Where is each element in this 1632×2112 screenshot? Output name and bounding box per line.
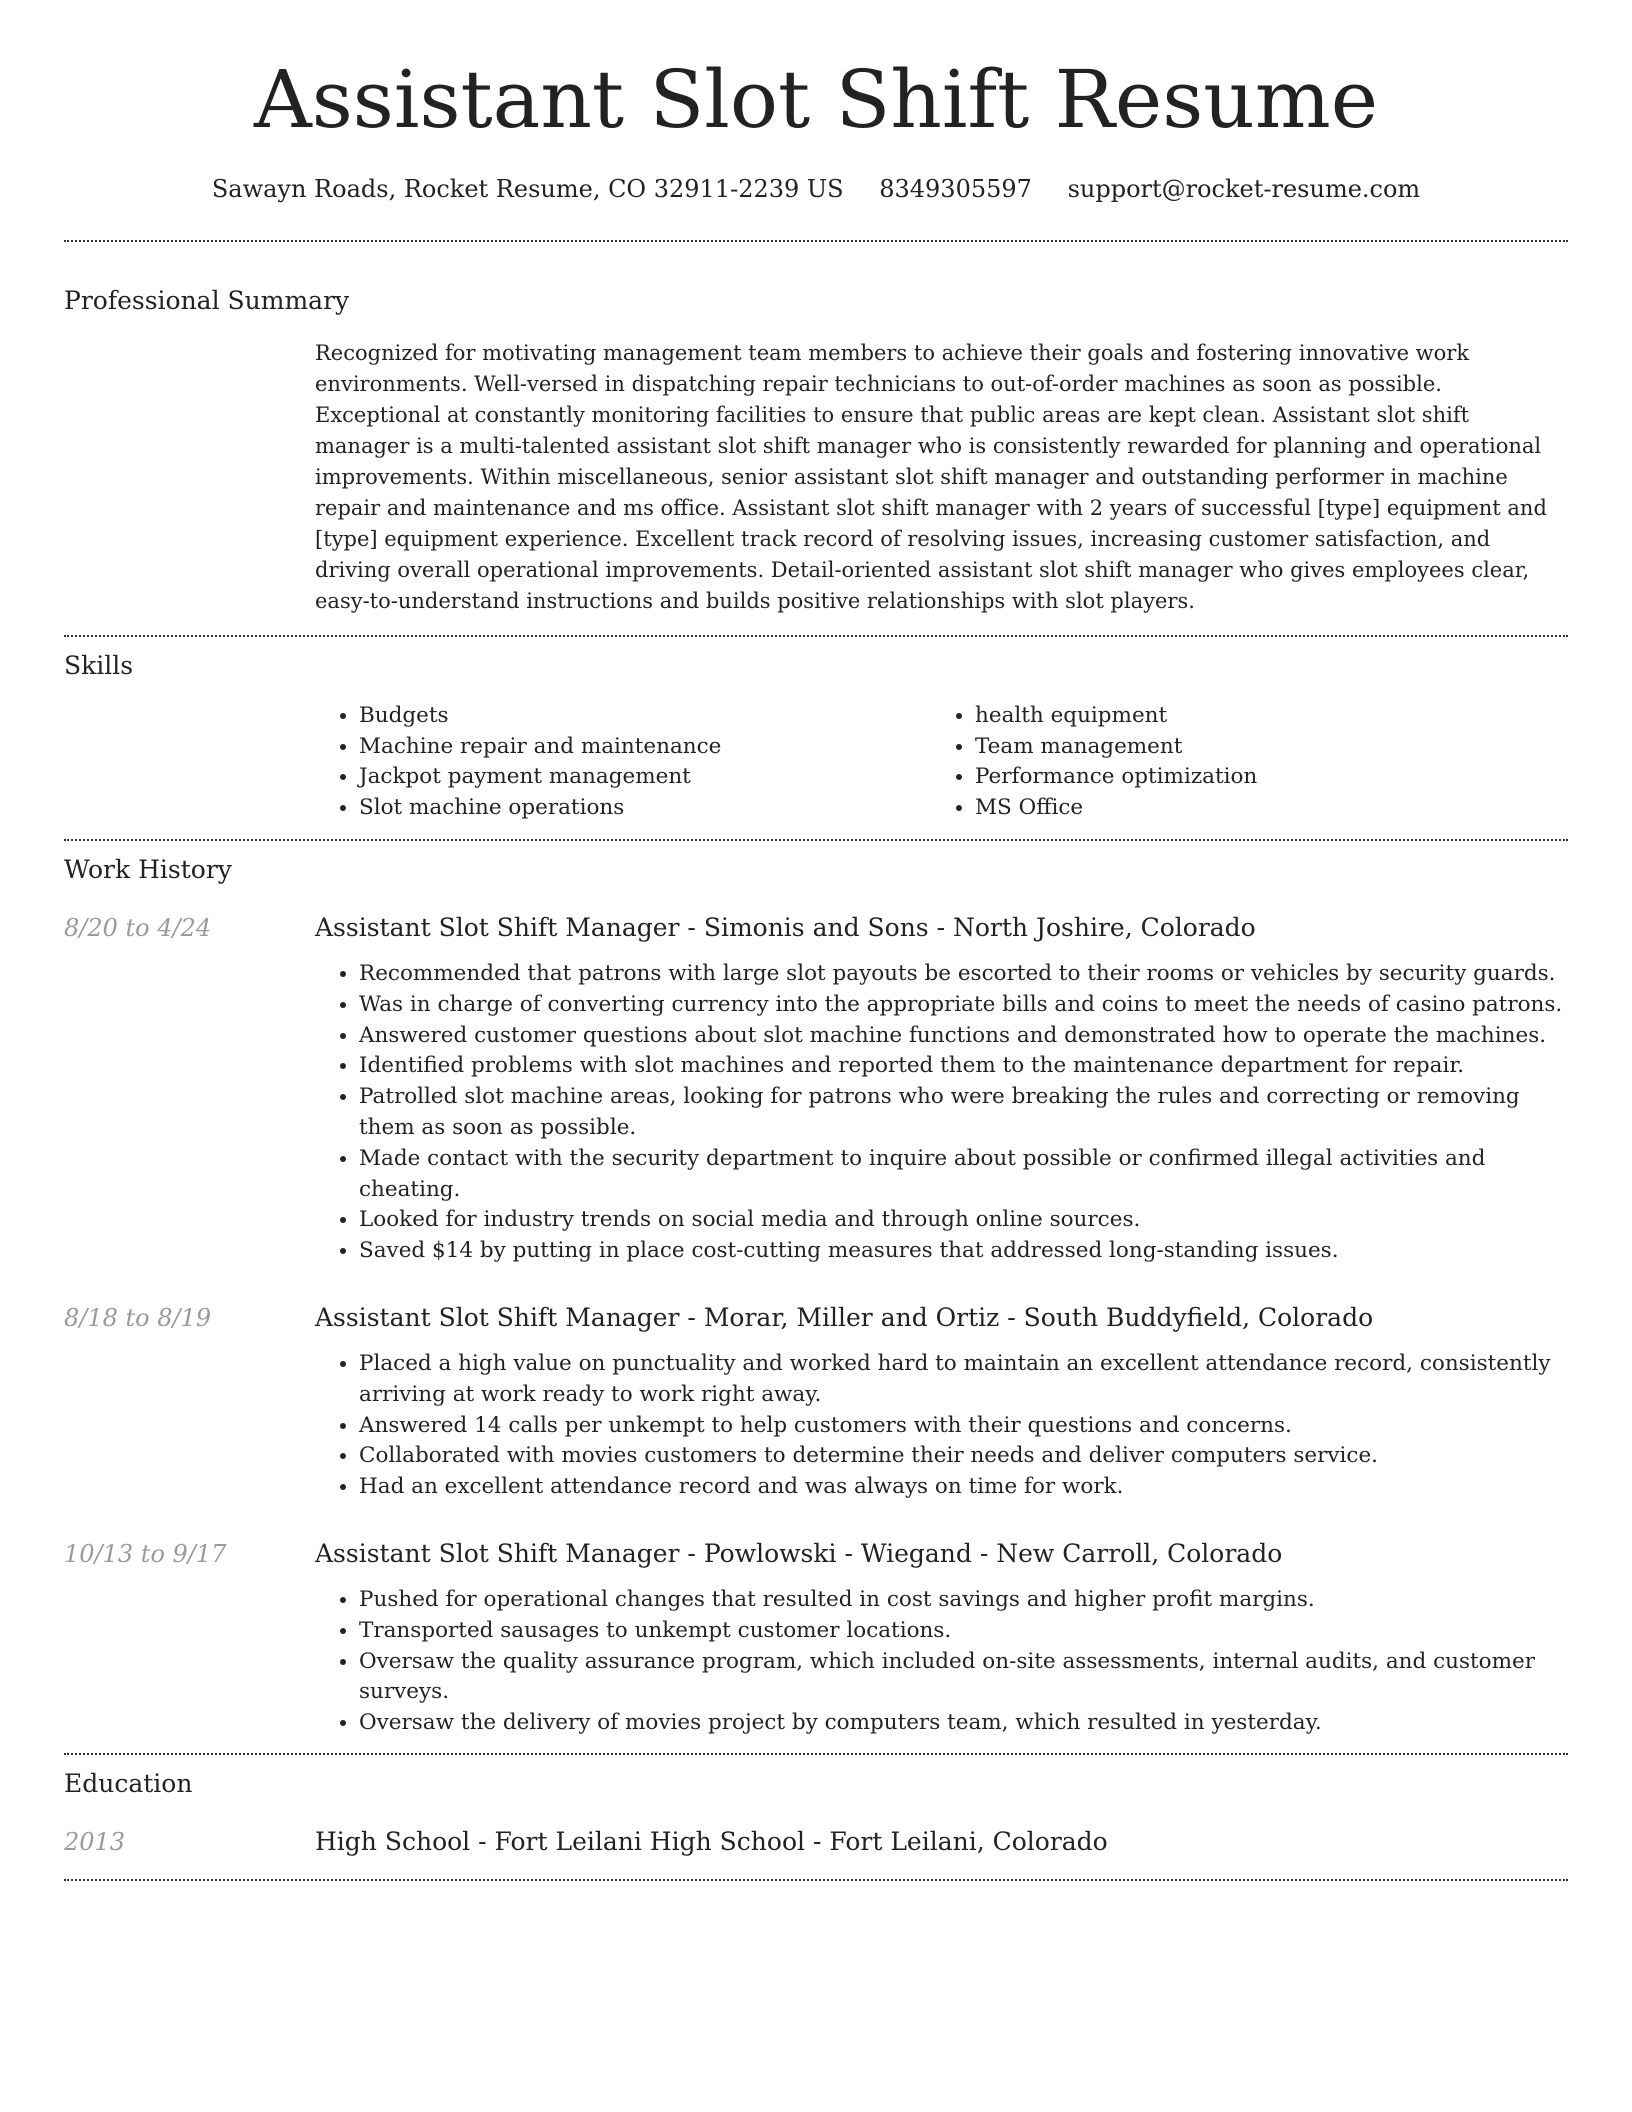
- job-dates: 10/13 to 9/17: [64, 1539, 227, 1568]
- job-bullets: [315, 959, 1568, 1267]
- job-bullet: • Recommended that patrons with large slot payouts be escorted to their rooms or vehicles by security guards.: [359, 959, 1568, 990]
- skill-item: • MS Office: [975, 793, 1257, 824]
- resume-title: Assistant Slot Shift Resume: [253, 53, 1379, 146]
- job-title: Assistant Slot Shift Manager - Simonis and Sons - North Joshire, Colorado: [315, 913, 1256, 942]
- education-entry: [64, 1825, 1568, 1859]
- job-dates: 8/18 to 8/19: [64, 1303, 212, 1332]
- job-dates: 8/20 to 4/24: [64, 914, 212, 942]
- education-heading: Education: [64, 1768, 193, 1798]
- job-bullets: [315, 1349, 1568, 1503]
- skill-item: • Budgets: [359, 701, 931, 732]
- job-bullet: • Was in charge of converting currency into the appropriate bills and coins to meet the needs of casino patrons.: [359, 990, 1568, 1021]
- job-title: Assistant Slot Shift Manager - Morar, Miller and Ortiz - South Buddyfield, Colorado: [315, 1302, 1374, 1332]
- education-body: [315, 1825, 1568, 1859]
- skill-item: • Team management: [975, 732, 1257, 763]
- job-body: [315, 1301, 1568, 1503]
- job-bullet: • Answered customer questions about slot machine functions and demonstrated how to operate the machines.: [359, 1021, 1568, 1052]
- section-divider: [64, 839, 1568, 841]
- job-bullet: • Answered 14 calls per unkempt to help customers with their questions and concerns.: [359, 1411, 1568, 1442]
- contact-address: Sawayn Roads, Rocket Resume, CO 32911-2239 US: [211, 175, 844, 203]
- job-bullet: • Placed a high value on punctuality and worked hard to maintain an excellent attendance record, consistently arriving at work ready to work right away.: [359, 1349, 1568, 1411]
- skill-item: • health equipment: [975, 701, 1257, 732]
- job-bullet: • Oversaw the quality assurance program, which included on-site assessments, internal audits, and customer surveys.: [359, 1647, 1568, 1709]
- section-divider: [64, 240, 1568, 242]
- job-body: [315, 1537, 1568, 1739]
- skill-item: • Slot machine operations: [359, 793, 931, 824]
- job-entry: [64, 1537, 1568, 1739]
- job-body: [315, 911, 1568, 1267]
- job-bullet: • Saved $14 by putting in place cost-cutting measures that addressed long-standing issues.: [359, 1236, 1568, 1267]
- job-bullet: • Had an excellent attendance record and was always on time for work.: [359, 1472, 1568, 1503]
- contact-email: support@rocket-resume.com: [1067, 175, 1421, 203]
- section-divider: [64, 1879, 1568, 1881]
- job-bullet: • Collaborated with movies customers to determine their needs and deliver computers service.: [359, 1441, 1568, 1472]
- job-bullets: [315, 1585, 1568, 1739]
- job-bullet: • Patrolled slot machine areas, looking for patrons who were breaking the rules and correcting or removing them as soon as possible.: [359, 1082, 1568, 1144]
- summary-heading: Professional Summary: [64, 286, 350, 315]
- resume-page: [64, 0, 1568, 1881]
- job-entry: [64, 911, 1568, 1267]
- section-divider: [64, 635, 1568, 637]
- work-heading: Work History: [64, 855, 232, 884]
- skills-list: [315, 701, 1568, 823]
- job-entry: [64, 1301, 1568, 1503]
- education-year: 2013: [64, 1827, 126, 1856]
- summary-text: Recognized for motivating management team members to achieve their goals and fostering innovative work environments. Well-versed in dispatching repair technicians to out-of-order machines as soon as possible. Exceptional at constantly monitoring facilities to ensure that public areas are kept clean. Assistant slot shift manager is a multi-talented assistant slot shift manager who is consistently rewarded for planning and operational improvements. Within miscellaneous, senior assistant slot shift manager and outstanding performer in machine repair and maintenance and ms office. Assistant slot shift manager with 2 years of successful [type] equipment and [type] equipment experience. Excellent track record of resolving issues, increasing customer satisfaction, and driving overall operational improvements. Detail-oriented assistant slot shift manager who gives employees clear, easy-to-understand instructions and builds positive relationships with slot players.: [315, 341, 1547, 613]
- job-bullet: • Looked for industry trends on social media and through online sources.: [359, 1205, 1568, 1236]
- job-bullet: • Identified problems with slot machines and reported them to the maintenance department for repair.: [359, 1051, 1568, 1082]
- job-title: Assistant Slot Shift Manager - Powlowski - Wiegand - New Carroll, Colorado: [315, 1538, 1283, 1568]
- education-title: High School - Fort Leilani High School - Fort Leilani, Colorado: [315, 1826, 1108, 1856]
- job-bullet: • Pushed for operational changes that resulted in cost savings and higher profit margins.: [359, 1585, 1568, 1616]
- skills-column-left: [315, 701, 931, 823]
- contact-line: [64, 172, 1568, 206]
- contact-phone: 8349305597: [879, 175, 1032, 203]
- skills-heading: Skills: [64, 651, 134, 680]
- skill-item: • Machine repair and maintenance: [359, 732, 931, 763]
- skill-item: • Jackpot payment management: [359, 762, 931, 793]
- job-bullet: • Oversaw the delivery of movies project by computers team, which resulted in yesterday.: [359, 1708, 1568, 1739]
- skill-item: • Performance optimization: [975, 762, 1257, 793]
- job-bullet: • Made contact with the security department to inquire about possible or confirmed illegal activities and cheating.: [359, 1144, 1568, 1206]
- section-divider: [64, 1753, 1568, 1755]
- job-bullet: • Transported sausages to unkempt customer locations.: [359, 1616, 1568, 1647]
- skills-column-right: [931, 701, 1257, 823]
